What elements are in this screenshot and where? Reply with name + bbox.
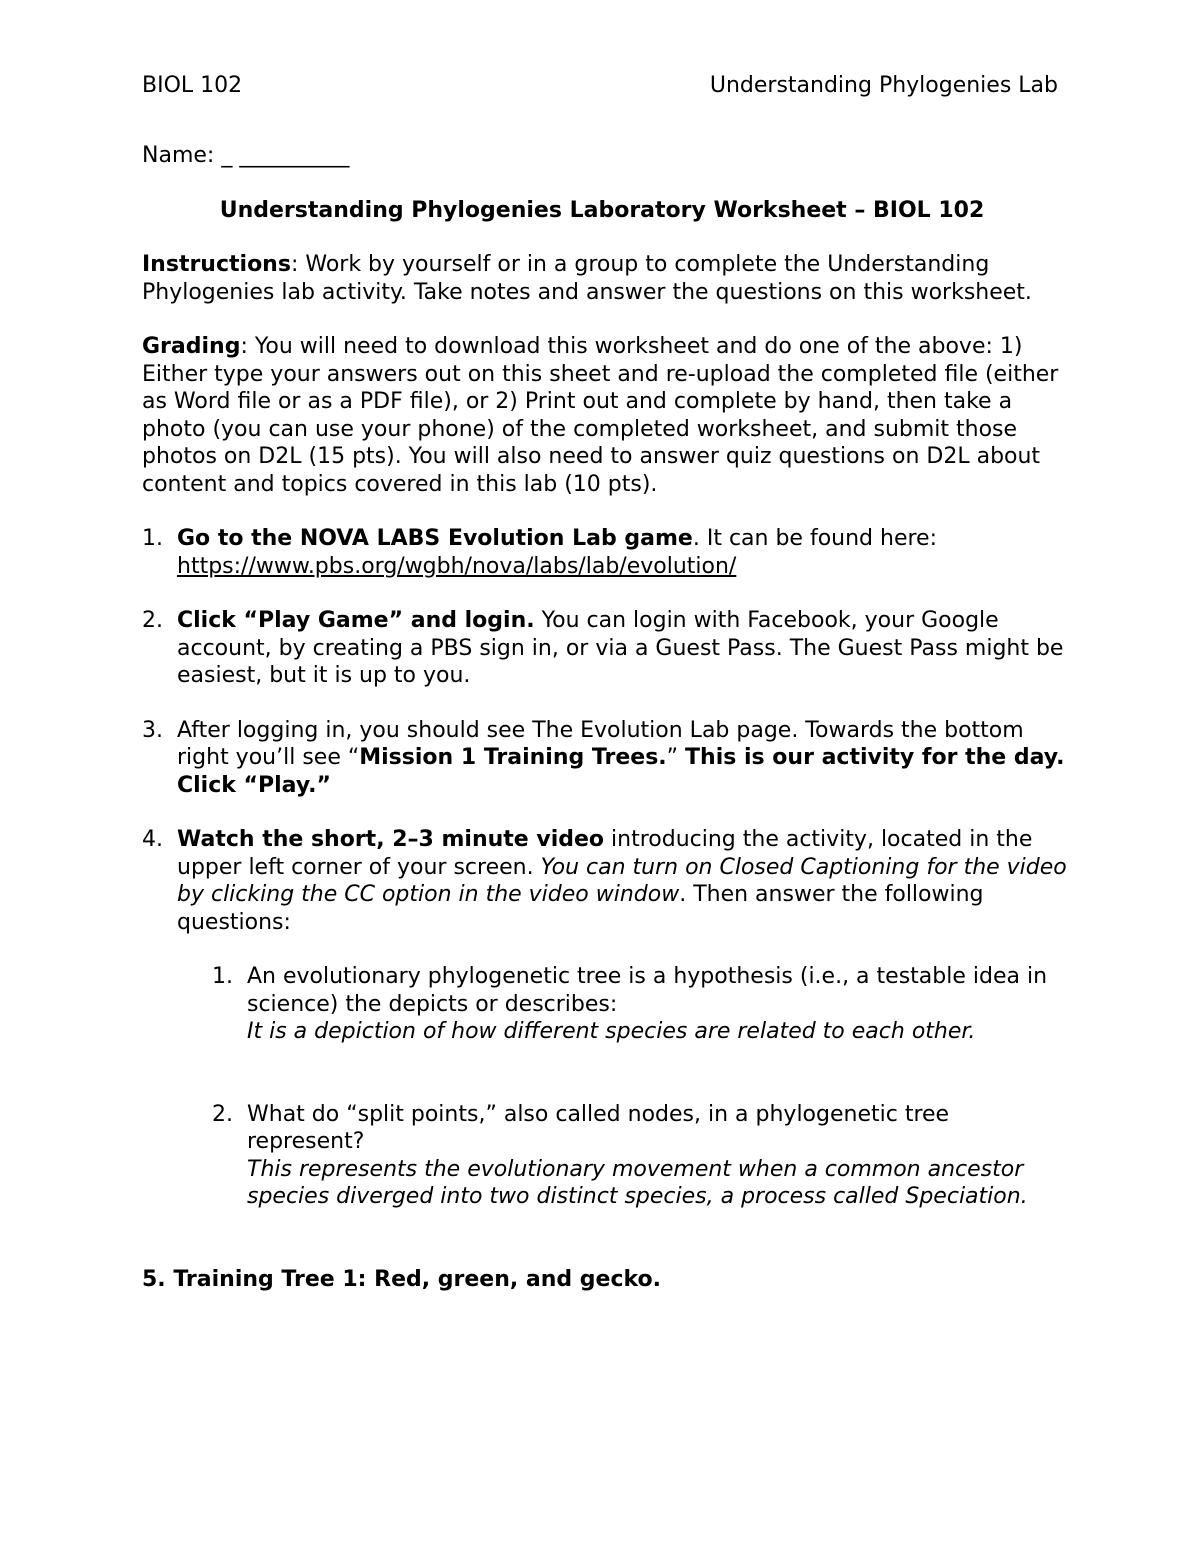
step-number: 3. <box>142 717 163 743</box>
name-field[interactable] <box>142 142 1072 170</box>
sub-question-answer[interactable]: It is a depiction of how different species are related to each other. <box>247 1019 976 1044</box>
step-3-text-b: ” <box>666 745 686 770</box>
step-number: 2. <box>142 608 163 633</box>
section-5-heading: 5. Training Tree 1: Red, green, and gecko. <box>142 1266 662 1292</box>
step-3-bold-a: Mission 1 Training Trees. <box>359 745 667 770</box>
header-course: BIOL 102 <box>142 73 243 98</box>
video-questions-list <box>177 963 1072 1211</box>
step-4-text-b: . Then answer the following questions: <box>177 882 984 935</box>
grading-paragraph <box>142 333 1072 498</box>
step-2-bold: Click “Play Game” and login. <box>177 608 535 633</box>
step-4-text-a: introducing the activity, located in the upper left corner of your screen. <box>177 827 1033 880</box>
step-4-bold: Watch the short, 2–3 minute video <box>177 827 605 852</box>
video-question-2 <box>177 1101 1072 1211</box>
video-question-1 <box>177 963 1072 1046</box>
grading-text: : You will need to download this worksheet and do one of the above: 1) Either type your answers out on this sheet and re-upload the completed file (either as Word file or as a PDF file), or 2) Print out and complete by hand, then take a photo (you can use your phone) of the completed worksheet, and submit those photos on D2L (15 pts). You will also need to answer quiz questions on D2L about content and topics covered in this lab (10 pts). <box>142 334 1059 497</box>
step-1-text: . It can be found here: <box>692 526 937 551</box>
grading-label: Grading <box>142 334 241 359</box>
step-3-bold-b: This is our activity for the day. Click “Play.” <box>177 745 1065 798</box>
header-lab-title: Understanding Phylogenies Lab <box>709 73 1058 98</box>
sub-question-text: What do “split points,” also called nodes, in a phylogenetic tree represent? <box>247 1101 950 1154</box>
instructions-text: : Work by yourself or in a group to complete the Understanding Phylogenies lab activity. Take notes and answer the questions on this worksheet. <box>142 252 1032 305</box>
step-1-bold: Go to the NOVA LABS Evolution Lab game <box>177 526 693 551</box>
page-header <box>142 72 1058 100</box>
step-number: 4. <box>142 827 163 852</box>
sub-question-text: An evolutionary phylogenetic tree is a hypothesis (i.e., a testable idea in science) the depicts or describes: <box>247 964 1048 1017</box>
instructions-label: Instructions <box>142 252 291 277</box>
step-2 <box>142 607 1072 690</box>
step-4 <box>142 826 1072 1211</box>
name-blank[interactable]: _ __________ <box>221 143 350 168</box>
step-3 <box>142 717 1072 800</box>
document-body <box>142 142 1072 1293</box>
step-3-text-a: After logging in, you should see The Evolution Lab page. Towards the bottom right you’ll see “ <box>177 717 1024 770</box>
instructions-paragraph <box>142 251 1072 306</box>
sub-question-number: 2. <box>212 1101 233 1127</box>
name-label: Name: <box>142 143 215 168</box>
step-number: 1. <box>142 526 163 551</box>
sub-question-number: 1. <box>212 964 233 989</box>
evolution-lab-link[interactable]: https://www.pbs.org/wgbh/nova/labs/lab/evolution/ <box>177 553 737 579</box>
sub-question-answer[interactable]: This represents the evolutionary movement when a common ancestor species diverged into two distinct species, a process called Speciation. <box>247 1156 1028 1209</box>
worksheet-title: Understanding Phylogenies Laboratory Worksheet – BIOL 102 <box>219 197 985 223</box>
step-2-text: You can login with Facebook, your Google account, by creating a PBS sign in, or via a Guest Pass. The Guest Pass might be easiest, but it is up to you. <box>177 608 1064 688</box>
step-4-italic: You can turn on Closed Captioning for the video by clicking the CC option in the video window <box>177 854 1067 907</box>
steps-list <box>142 525 1072 1211</box>
step-1 <box>142 525 1072 580</box>
